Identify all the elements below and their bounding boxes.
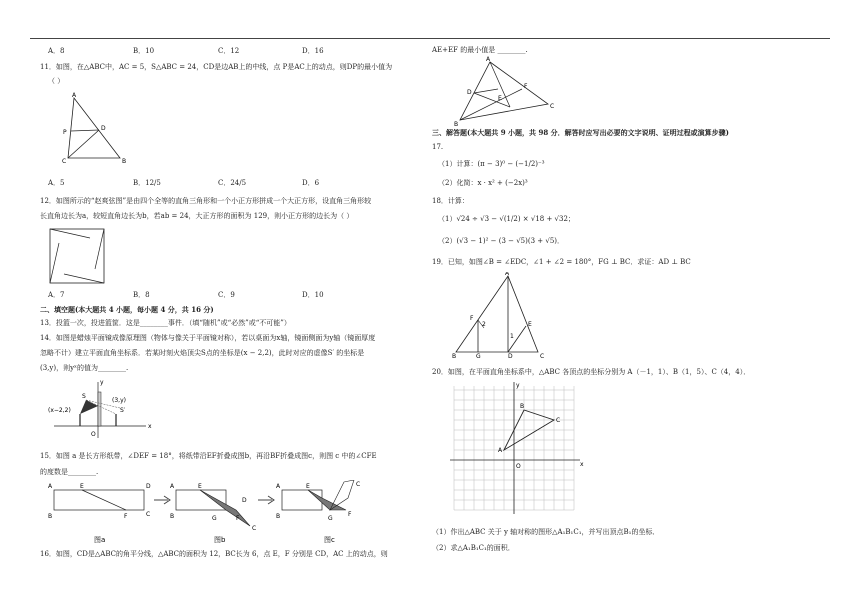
q12-option-d: D．10 xyxy=(302,291,324,299)
q11-option-b: B．12/5 xyxy=(133,179,161,187)
q19-label-d: D xyxy=(508,353,513,358)
q15a-label-c: C xyxy=(146,511,151,518)
q20-part-2: （2）求△A₁B₁C₁的面积． xyxy=(432,544,515,552)
q15b-label-g: G xyxy=(212,515,217,522)
q11-label-c: C xyxy=(62,158,67,164)
q12-text-1: 12．如图所示的“赵爽弦图”是由四个全等的直角三角形和一个小正方形拼成一个大正方形，设直角三角形较 xyxy=(40,197,372,205)
q15c-label-b: B xyxy=(276,513,281,520)
q18-part-1: （1）√24 ÷ √3 − √(1/2) × √18 + √32； xyxy=(438,215,575,223)
q15b-label-c: C xyxy=(252,525,257,532)
q20-coordinate-grid xyxy=(446,380,586,520)
q16-label-a: A xyxy=(486,56,491,63)
q10-option-b: B．10 xyxy=(133,47,155,55)
q14-candle-mirror-figure xyxy=(46,378,156,440)
q16-text: 16．如图，CD是△ABC的角平分线，△ABC的面积为 12，BC长为 6，点 E，F 分别是 CD，AC 上的动点，则 xyxy=(40,550,388,558)
q18-part-2: （2）(√3 − 1)² − (3 − √5)(3 + √5)． xyxy=(438,237,565,245)
q20-label-b: B xyxy=(520,403,525,410)
q20-label-o: O xyxy=(516,463,521,470)
q16-label-f: F xyxy=(524,83,528,90)
q14-text-3: (3,y)，则yˣ的值为________. xyxy=(40,364,129,372)
q18-number: 18．计算： xyxy=(432,197,469,205)
q16-label-e: E xyxy=(498,95,502,102)
q15a-label-f: F xyxy=(124,513,128,520)
q13-text: 13．投篮一次，投进篮筐．这是________事件．（填“随机”或“必然”或“不可能”） xyxy=(40,319,291,327)
q15-caption-b: 图b xyxy=(214,536,226,544)
q19-label-1: 1 xyxy=(510,333,514,340)
q20-label-a: A xyxy=(498,447,503,454)
q20-label-y: y xyxy=(516,382,520,389)
q11-paren: （ ） xyxy=(48,77,65,85)
q19-label-c: C xyxy=(540,353,545,358)
q10-option-a: A．8 xyxy=(48,47,65,55)
q20-label-c: C xyxy=(556,417,561,424)
q15b-label-b: B xyxy=(170,513,175,520)
q14-label-x: x xyxy=(148,423,152,430)
q16-label-d: D xyxy=(467,89,472,96)
q11-label-p: P xyxy=(63,129,67,136)
q14-text-2: 忽略不计）建立平面直角坐标系．若某时刻火焰顶尖S点的坐标是(x − 2,2)，此时对应的虚像S′ 的坐标是 xyxy=(40,349,365,357)
q12-option-c: C．9 xyxy=(218,291,235,299)
q16-label-b: B xyxy=(454,121,459,126)
q10-option-d: D．16 xyxy=(302,47,324,55)
q15c-label-f: F xyxy=(348,511,352,518)
q15b-label-a: A xyxy=(170,483,175,490)
q14-label-s: S xyxy=(82,393,86,400)
q16-text-cont: AE+EF 的最小值是 ________. xyxy=(432,46,528,54)
header-rule xyxy=(30,38,830,39)
q14-label-s-coord: (x−2,2) xyxy=(48,407,71,414)
q15b-label-d: D xyxy=(242,497,247,504)
q19-label-b: B xyxy=(452,353,457,358)
q16-label-c: C xyxy=(550,103,555,110)
q14-text-1: 14．如图是蜡烛平面镜成像原理图（物体与像关于平面镜对称），若以桌面为x轴，镜面侧面为y轴（镜面厚度 xyxy=(40,334,376,342)
q20-part-1: （1）作出△ABC 关于 y 轴对称的图形△A₁B₁C₁，并写出顶点B₁的坐标． xyxy=(432,528,660,536)
q19-label-f: F xyxy=(470,315,474,322)
q15c-label-a: A xyxy=(276,483,281,490)
q12-zhaoshuang-figure xyxy=(48,228,108,284)
q19-label-2: 2 xyxy=(482,321,486,328)
q11-label-b: B xyxy=(122,158,127,164)
q19-text: 19．已知，如图∠B = ∠EDC，∠1 + ∠2 = 180°，FG ⊥ BC．求证：AD ⊥ BC xyxy=(432,258,691,266)
q15-caption-a: 图a xyxy=(94,536,106,544)
q11-option-d: D．6 xyxy=(302,179,320,187)
q15c-label-g: G xyxy=(328,515,333,522)
q19-label-a: A xyxy=(505,272,510,277)
q19-label-g: G xyxy=(476,353,481,358)
q14-label-sp: S′ xyxy=(120,407,126,414)
q11-label-a: A xyxy=(72,92,77,99)
q12-option-b: B．8 xyxy=(133,291,150,299)
q14-label-sp-coord: (3,y) xyxy=(112,397,126,404)
q15b-label-f: F xyxy=(236,515,240,522)
q15a-label-e: E xyxy=(80,483,84,490)
q14-label-o: O xyxy=(91,431,96,438)
q15a-label-b: B xyxy=(48,513,53,520)
q16-triangle-figure xyxy=(450,56,560,126)
q15b-label-e: E xyxy=(198,483,202,490)
q11-triangle-figure xyxy=(60,92,130,164)
q17-part-1: （1）计算：(π − 3)⁰ − (−1/2)⁻³ xyxy=(438,160,545,168)
q10-option-c: C．12 xyxy=(218,47,240,55)
q15a-label-d: D xyxy=(146,483,151,490)
q15-caption-c: 图c xyxy=(324,536,335,544)
q19-triangle-figure xyxy=(452,272,552,358)
q15c-label-e: E xyxy=(306,483,310,490)
q12-text-2: 长直角边长为a，较短直角边长为b，若ab = 24，大正方形的面积为 129，则小正方形的边长为（ ） xyxy=(40,212,354,220)
q15-paper-strip-figure xyxy=(46,480,406,550)
section-3-title: 三、解答题(本大题共 9 小题，共 98 分．解答时应写出必要的文字说明、证明过程或演算步骤) xyxy=(432,128,729,137)
q15c-label-c: C xyxy=(356,481,361,488)
q17-part-2: （2）化简：x · x² + (−2x)³ xyxy=(438,179,528,187)
q11-text: 11．如图，在△ABC中，AC = 5，S△ABC = 24，CD是边AB上的中线，点 P是AC上的动点，则DP的最小值为 xyxy=(40,63,393,71)
q17-number: 17. xyxy=(432,143,444,151)
q15a-label-a: A xyxy=(48,483,53,490)
q14-label-y: y xyxy=(100,379,104,386)
section-2-title: 二、填空题(本大题共 4 小题，每小题 4 分，共 16 分) xyxy=(40,305,214,314)
q11-option-c: C．24/5 xyxy=(218,179,247,187)
q15-text-1: 15．如图 a 是长方形纸带，∠DEF = 18°，将纸带沿EF折叠成图b，再沿BF折叠成图c，则图 c 中的∠CFE xyxy=(40,452,377,460)
q11-label-d: D xyxy=(101,125,106,132)
q15-text-2: 的度数是________. xyxy=(40,468,99,476)
q20-text: 20．如图，在平面直角坐标系中，△ABC 各顶点的坐标分别为 A（－1，1）、B（1，5）、C（4，4）． xyxy=(432,368,751,376)
q19-label-e: E xyxy=(528,321,532,328)
q12-option-a: A．7 xyxy=(48,291,65,299)
q11-option-a: A．5 xyxy=(48,179,65,187)
q20-label-x: x xyxy=(580,461,584,468)
